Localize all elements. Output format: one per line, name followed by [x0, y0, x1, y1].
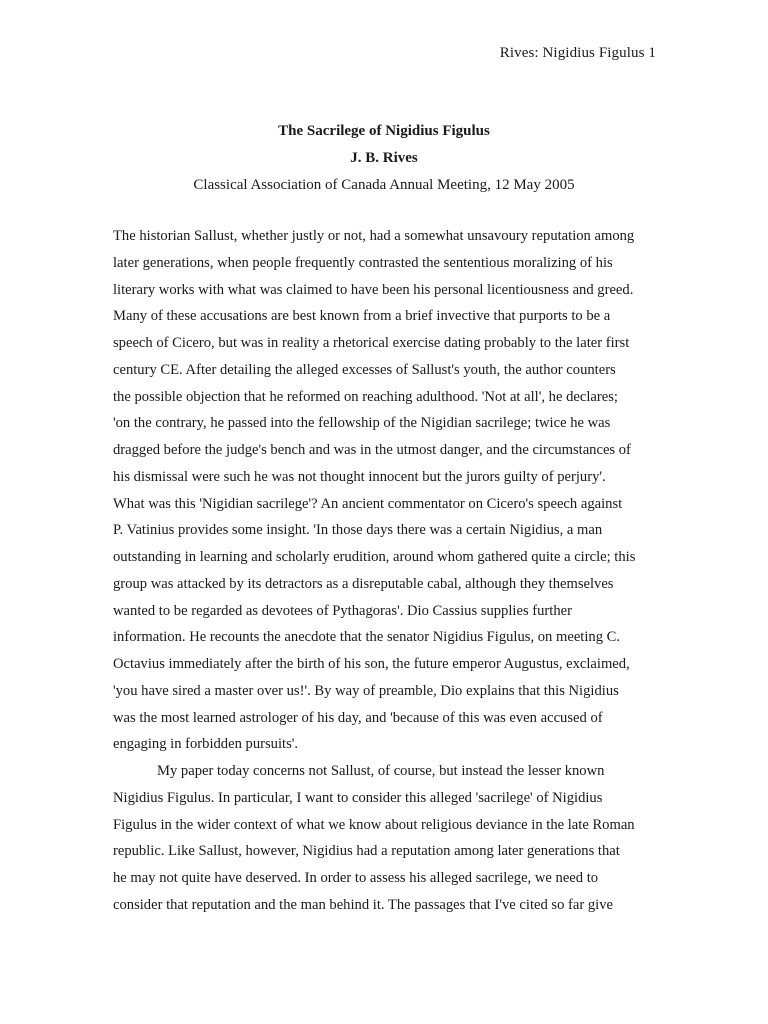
text-line: speech of Cicero, but was in reality a rhetorical exercise dating probably to the later first	[113, 335, 630, 351]
text-line: information. He recounts the anecdote that the senator Nigidius Figulus, on meeting C.	[113, 629, 621, 646]
text-line: Figulus in the wider context of what we know about religious deviance in the late Roman	[113, 816, 635, 833]
body-text	[113, 223, 673, 919]
running-header: Rives: Nigidius Figulus 1	[499, 45, 656, 61]
text-line: later generations, when people frequently contrasted the sententious moralizing of his	[113, 254, 613, 271]
text-line: Nigidius Figulus. In particular, I want to consider this alleged 'sacrilege' of Nigidius	[113, 789, 603, 806]
paper-title: The Sacrilege of Nigidius Figulus	[278, 123, 490, 139]
paragraph-first-line: My paper today concerns not Sallust, of course, but instead the lesser known	[157, 763, 605, 779]
text-line: literary works with what was claimed to have been his personal licentiousness and greed.	[113, 281, 634, 298]
text-line: century CE. After detailing the alleged excesses of Sallust's youth, the author counters	[113, 361, 616, 378]
author-name: J. B. Rives	[350, 150, 418, 166]
text-line: The historian Sallust, whether justly or not, had a somewhat unsavoury reputation among	[113, 228, 635, 244]
text-line: outstanding in learning and scholarly erudition, around whom gathered quite a circle; this	[113, 549, 636, 565]
text-line: 'on the contrary, he passed into the fellowship of the Nigidian sacrilege; twice he was	[113, 415, 611, 432]
text-line: P. Vatinius provides some insight. 'In those days there was a certain Nigidius, a man	[113, 522, 603, 539]
text-line: he may not quite have deserved. In order to assess his alleged sacrilege, we need to	[113, 870, 599, 886]
text-line: Many of these accusations are best known from a brief invective that purports to be a	[113, 308, 611, 325]
text-line: dragged before the judge's bench and was in the utmost danger, and the circumstances of	[113, 442, 631, 458]
text-line: What was this 'Nigidian sacrilege'? An ancient commentator on Cicero's speech against	[113, 495, 623, 512]
text-line: group was attacked by its detractors as a disreputable cabal, although they themselves	[113, 575, 614, 592]
text-line: wanted to be regarded as devotees of Pythagoras'. Dio Cassius supplies further	[113, 602, 572, 619]
text-line: was the most learned astrologer of his day, and 'because of this was even accused of	[113, 709, 603, 726]
text-line: republic. Like Sallust, however, Nigidius had a reputation among later generations that	[113, 843, 620, 860]
venue-line: Classical Association of Canada Annual Meeting, 12 May 2005	[193, 177, 575, 193]
text-line: 'you have sired a master over us!'. By way of preamble, Dio explains that this Nigidius	[113, 682, 619, 699]
text-line: Octavius immediately after the birth of his son, the future emperor Augustus, exclaimed,	[113, 656, 630, 672]
title-block	[0, 118, 768, 199]
text-line: consider that reputation and the man behind it. The passages that I've cited so far give	[113, 896, 614, 913]
text-line: his dismissal were such he was not thought innocent but the jurors guilty of perjury'.	[113, 468, 606, 485]
text-line: the possible objection that he reformed on reaching adulthood. 'Not at all', he declares;	[113, 388, 618, 405]
text-line: engaging in forbidden pursuits'.	[113, 736, 299, 753]
